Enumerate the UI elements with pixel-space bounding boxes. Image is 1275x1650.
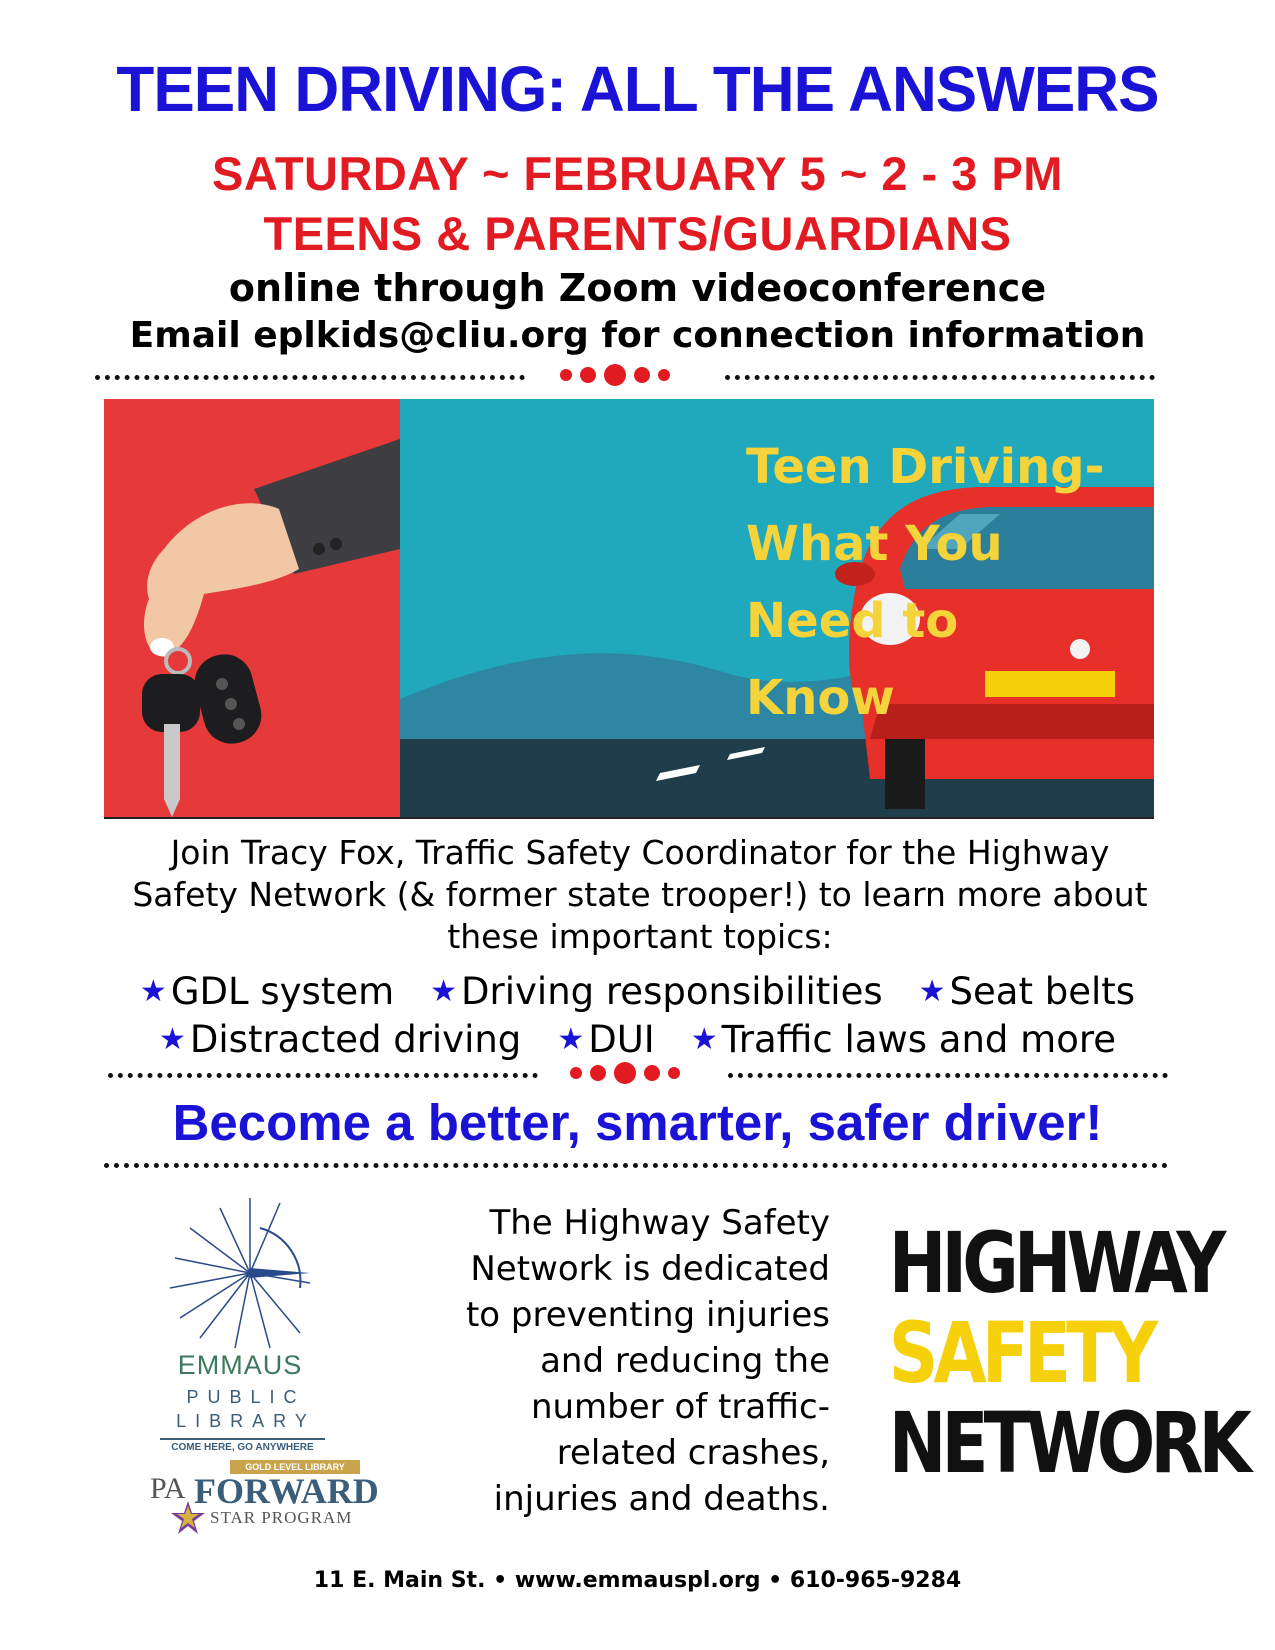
forward-word: FORWARD bbox=[194, 1471, 379, 1511]
footer-contact: 11 E. Main St. • www.emmauspl.org • 610-965-9284 bbox=[313, 1568, 962, 1593]
topic-item bbox=[159, 1018, 521, 1061]
tagline: Become a better, smarter, safer driver! bbox=[172, 1094, 1103, 1151]
library-subtitle bbox=[166, 1385, 326, 1433]
hsn-logo-word-2: SAFETY bbox=[888, 1304, 1154, 1402]
event-date-time: SATURDAY ~ FEBRUARY 5 ~ 2 - 3 PM bbox=[212, 147, 1063, 200]
hsn-description-line: number of traffic- bbox=[530, 1387, 830, 1427]
hero-right-panel bbox=[400, 399, 1154, 817]
pa-forward-logo bbox=[150, 1460, 380, 1540]
intro-paragraph: Join Tracy Fox, Traffic Safety Coordinator for the Highway Safety Network (& former state trooper!) to learn more about these important topics: bbox=[132, 833, 1148, 956]
hsn-description-line: related crashes, bbox=[556, 1433, 830, 1473]
topic-label: Driving responsibilities bbox=[461, 970, 883, 1013]
hsn-description-line: to preventing injuries bbox=[465, 1295, 830, 1335]
star-icon: ★ bbox=[690, 1022, 718, 1057]
topic-item bbox=[691, 1018, 1116, 1061]
star-icon: ★ bbox=[430, 974, 458, 1009]
star-icon: ★ bbox=[557, 1022, 585, 1057]
topic-label: Traffic laws and more bbox=[721, 1018, 1116, 1061]
topic-item bbox=[919, 970, 1135, 1013]
topics-row bbox=[0, 970, 1275, 1013]
hsn-description-line: The Highway Safety bbox=[489, 1203, 830, 1243]
topic-label: Distracted driving bbox=[189, 1018, 522, 1061]
topic-label: GDL system bbox=[170, 970, 395, 1013]
topic-item bbox=[557, 1018, 654, 1061]
hero-line-2: What You bbox=[746, 516, 1003, 572]
gold-level-banner: GOLD LEVEL LIBRARY bbox=[230, 1460, 360, 1474]
topic-label: Seat belts bbox=[949, 970, 1136, 1013]
star-program-icon bbox=[170, 1500, 206, 1536]
star-program-label: STAR PROGRAM bbox=[210, 1508, 353, 1527]
topic-label: DUI bbox=[588, 1018, 655, 1061]
hsn-logo-word-1: HIGHWAY bbox=[888, 1214, 1222, 1312]
hsn-description-line: injuries and deaths. bbox=[493, 1479, 830, 1519]
hsn-description-line: Network is dedicated bbox=[470, 1249, 830, 1289]
hsn-description-line: and reducing the bbox=[540, 1341, 830, 1381]
event-format: online through Zoom videoconference bbox=[228, 266, 1047, 310]
car-key-icon bbox=[104, 399, 400, 817]
pa-prefix: PA bbox=[150, 1472, 186, 1505]
hero-line-4: Know bbox=[746, 670, 895, 726]
hero-banner bbox=[104, 399, 1154, 819]
hero-left-panel bbox=[104, 399, 400, 817]
star-icon: ★ bbox=[918, 974, 946, 1009]
star-icon: ★ bbox=[139, 974, 167, 1009]
highway-safety-network-logo bbox=[860, 1214, 1247, 1492]
hsn-logo-word-3: NETWORK bbox=[888, 1394, 1247, 1492]
star-icon: ★ bbox=[159, 1022, 186, 1057]
hero-line-3: Need to bbox=[746, 593, 959, 649]
hsn-description bbox=[400, 1200, 830, 1522]
event-audience: TEENS & PARENTS/GUARDIANS bbox=[263, 207, 1012, 260]
flyer-title: TEEN DRIVING: ALL THE ANSWERS bbox=[116, 53, 1159, 125]
library-slogan: COME HERE, GO ANYWHERE bbox=[160, 1438, 325, 1453]
hero-headline bbox=[746, 429, 1154, 737]
topic-item bbox=[430, 970, 883, 1013]
library-subtitle-line-2: LIBRARY bbox=[176, 1411, 316, 1431]
dotted-divider-bottom bbox=[104, 1163, 1168, 1168]
library-name: EMMAUS bbox=[177, 1350, 303, 1380]
topics-row bbox=[0, 1018, 1275, 1061]
library-subtitle-line-1: PUBLIC bbox=[186, 1387, 306, 1407]
hero-line-1: Teen Driving- bbox=[746, 439, 1105, 495]
email-instructions: Email eplkids@cliu.org for connection information bbox=[129, 315, 1146, 356]
topic-item bbox=[140, 970, 394, 1013]
